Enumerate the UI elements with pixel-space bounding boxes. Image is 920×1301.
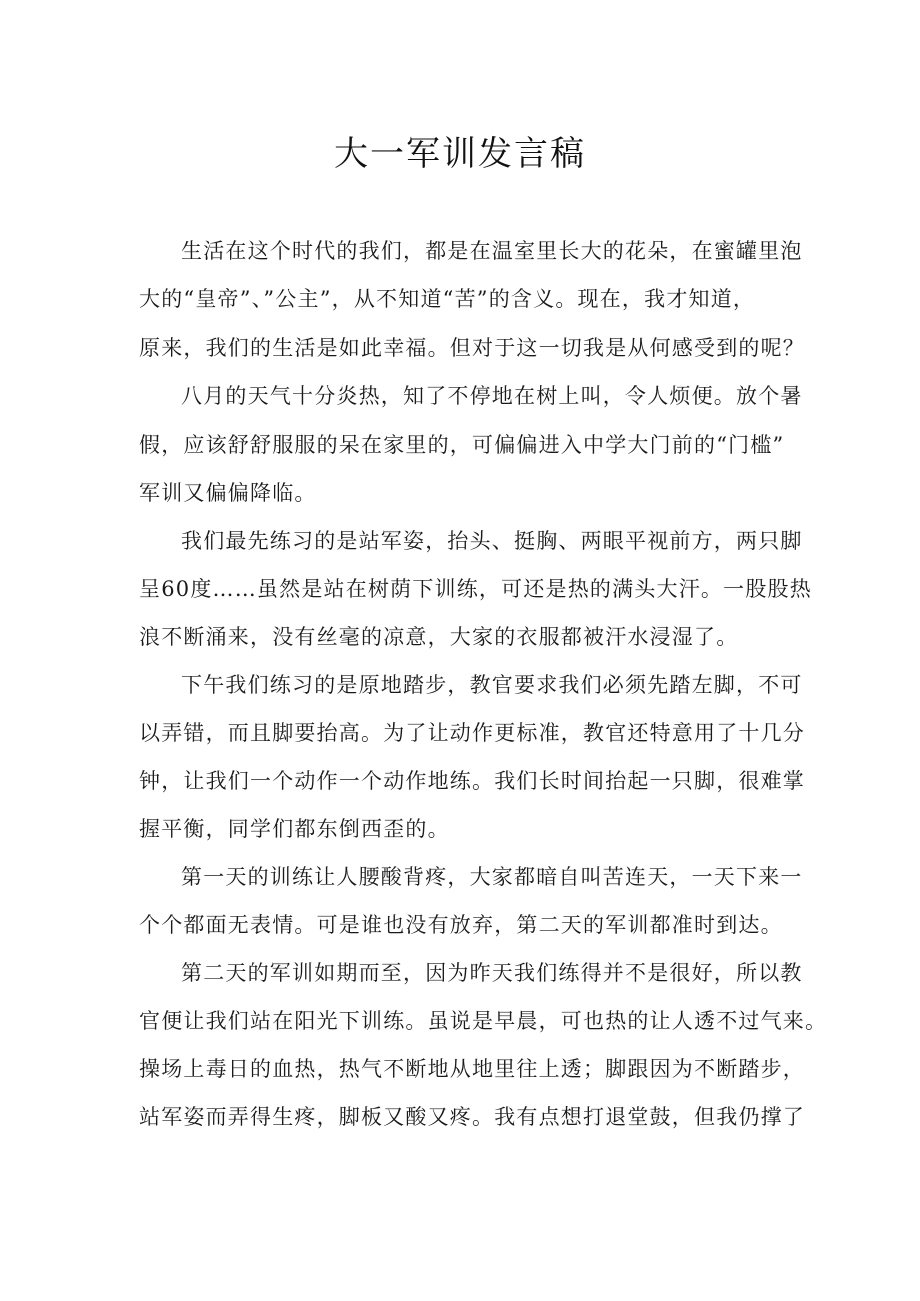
paragraph-6-line-1: 第二天的军训如期而至，因为昨天我们练得并不是很好，所以教: [181, 961, 803, 985]
paragraph-2-line-3: 军训又偏偏降临。: [139, 481, 317, 505]
paragraph-3-line-2: 呈60度……虽然是站在树荫下训练，可还是热的满头大汗。一股股热: [139, 577, 812, 601]
paragraph-6-line-3: 操场上毒日的血热，热气不断地从地里往上透；脚跟因为不断踏步，: [139, 1057, 805, 1081]
paragraph-3-line-1: 我们最先练习的是站军姿，抬头、挺胸、两眼平视前方，两只脚: [181, 529, 803, 553]
paragraph-4-line-3: 钟，让我们一个动作一个动作地练。我们长时间抬起一只脚，很难掌: [139, 769, 805, 793]
paragraph-4-line-1: 下午我们练习的是原地踏步，教官要求我们必须先踏左脚，不可: [181, 673, 803, 697]
paragraph-1-line-1: 生活在这个时代的我们，都是在温室里长大的花朵，在蜜罐里泡: [181, 239, 803, 263]
paragraph-5-line-1: 第一天的训练让人腰酸背疼，大家都暗自叫苦连天，一天下来一: [181, 865, 803, 889]
paragraph-4-line-4: 握平衡，同学们都东倒西歪的。: [139, 817, 450, 841]
paragraph-4-line-2: 以弄错，而且脚要抬高。为了让动作更标准，教官还特意用了十几分: [139, 721, 805, 745]
paragraph-6-line-2: 官便让我们站在阳光下训练。虽说是早晨，可也热的让人透不过气来。: [139, 1009, 828, 1033]
paragraph-5-line-2: 个个都面无表情。可是谁也没有放弃，第二天的军训都准时到达。: [139, 913, 783, 937]
paragraph-1-line-2: 大的“皇帝”、”公主”，从不知道“苦”的含义。现在，我才知道，: [139, 287, 756, 311]
paragraph-6-line-4: 站军姿而弄得生疼，脚板又酸又疼。我有点想打退堂鼓，但我仍撑了: [139, 1105, 805, 1129]
document-title: 大一军训发言稿: [334, 134, 586, 174]
paragraph-1-line-3: 原来，我们的生活是如此幸福。但对于这一切我是从何感受到的呢？: [139, 336, 805, 360]
paragraph-2-line-2: 假，应该舒舒服服的呆在家里的，可偏偏进入中学大门前的“门槛”: [139, 433, 785, 457]
paragraph-2-line-1: 八月的天气十分炎热，知了不停地在树上叫，令人烦便。放个暑: [181, 384, 803, 408]
paragraph-3-line-3: 浪不断涌来，没有丝毫的凉意，大家的衣服都被汗水浸湿了。: [139, 625, 739, 649]
